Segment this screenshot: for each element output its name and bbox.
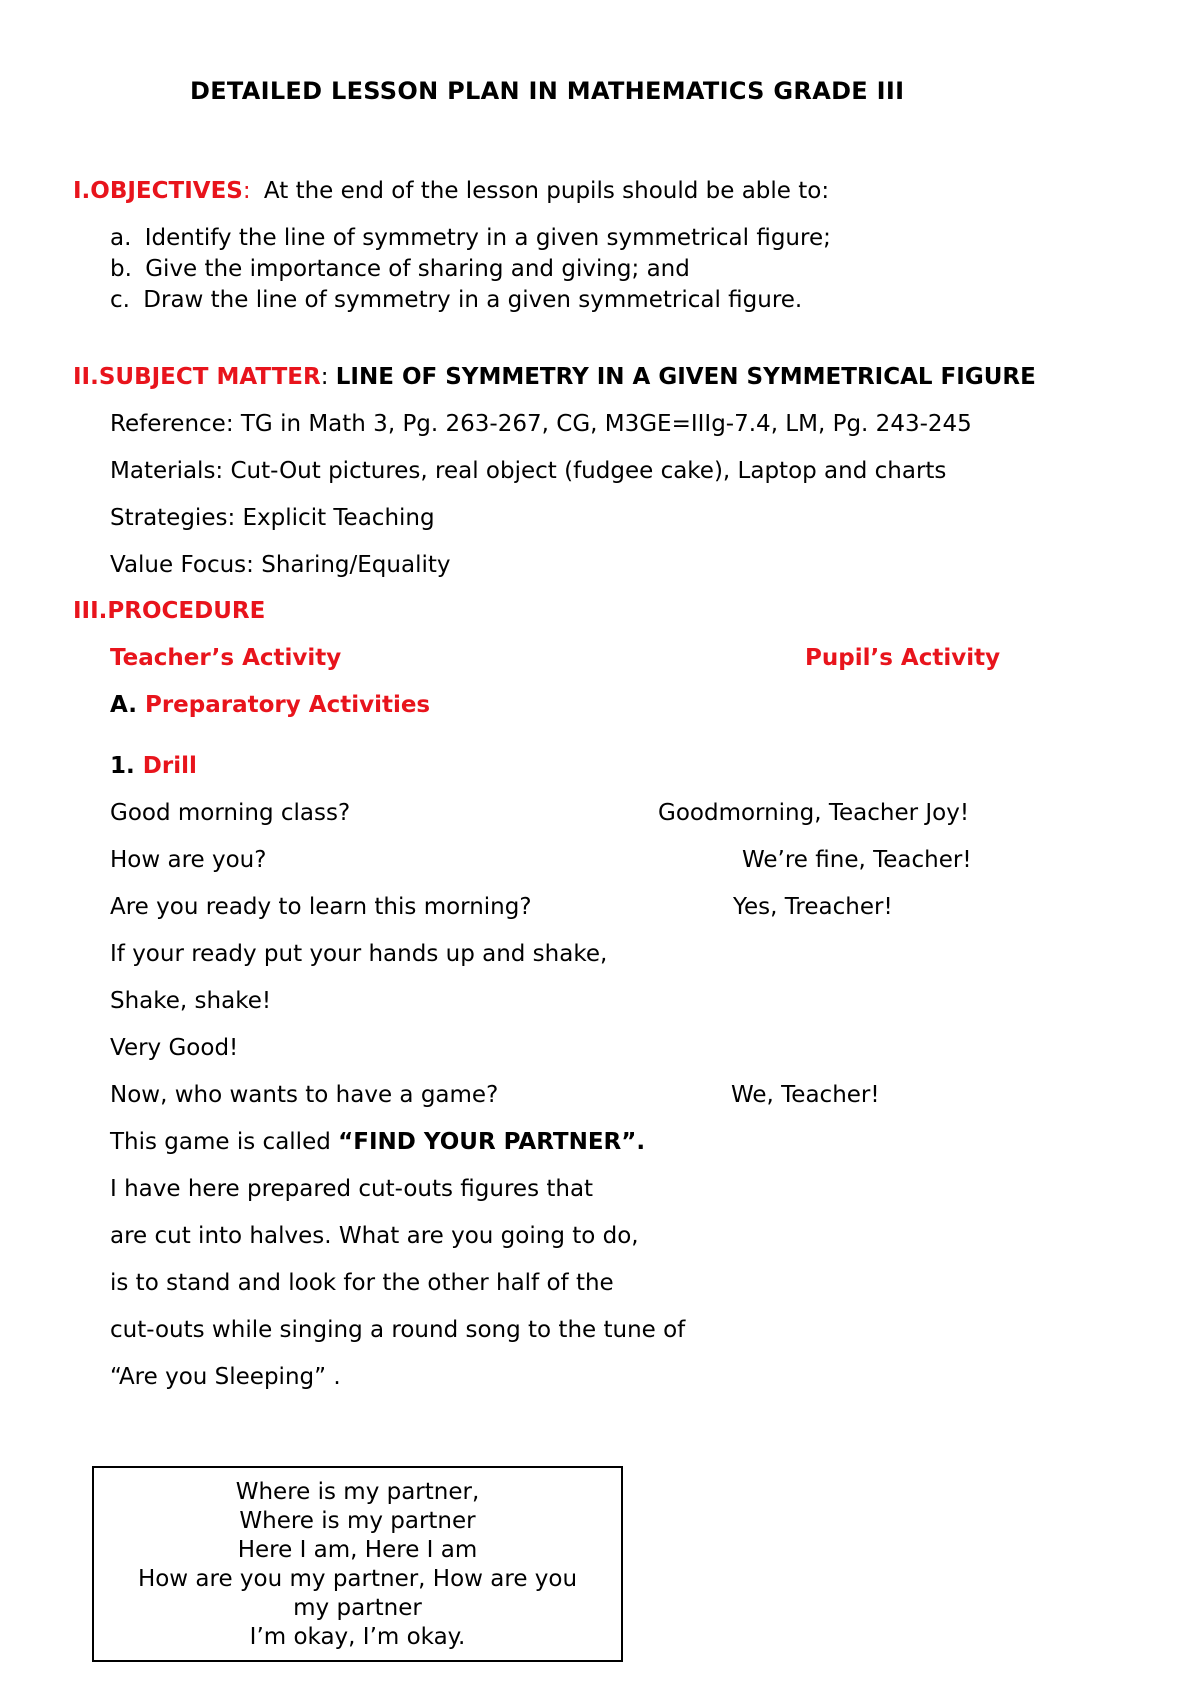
teacher-line: How are you? bbox=[110, 847, 267, 873]
procedure-heading: III.PROCEDURE bbox=[73, 598, 266, 624]
drill-label: Drill bbox=[142, 753, 197, 779]
strategies-line: Strategies: Explicit Teaching bbox=[110, 505, 435, 531]
objectives-heading bbox=[73, 180, 829, 203]
teacher-line: Good morning class? bbox=[110, 800, 351, 826]
objective-text: Identify the line of symmetry in a given symmetrical figure; bbox=[144, 225, 831, 251]
song-line: Where is my partner, bbox=[235, 1479, 480, 1505]
drill-marker: 1. bbox=[110, 753, 135, 779]
section-a-marker: A. bbox=[110, 692, 137, 718]
subject-matter-colon: : bbox=[320, 364, 329, 390]
instruction-line: are cut into halves. What are you going to do, bbox=[110, 1223, 639, 1249]
song-line: Where is my partner bbox=[239, 1508, 476, 1534]
pupil-response: Yes, Treacher! bbox=[733, 894, 893, 920]
teacher-line: If your ready put your hands up and shake, bbox=[110, 941, 608, 967]
pupil-response: Goodmorning, Teacher Joy! bbox=[658, 800, 970, 826]
teacher-activity-header: Teacher’s Activity bbox=[110, 645, 342, 671]
objective-text: Draw the line of symmetry in a given symmetrical figure. bbox=[143, 287, 803, 313]
instruction-line: is to stand and look for the other half of the bbox=[110, 1270, 614, 1296]
value-focus-line: Value Focus: Sharing/Equality bbox=[110, 552, 451, 578]
pupil-response: We, Teacher! bbox=[731, 1082, 880, 1108]
subject-matter-topic: LINE OF SYMMETRY IN A GIVEN SYMMETRICAL FIGURE bbox=[335, 364, 1036, 390]
subject-matter-label: II.SUBJECT MATTER bbox=[73, 364, 321, 390]
song-line: my partner bbox=[293, 1595, 422, 1621]
pupil-response: We’re fine, Teacher! bbox=[742, 847, 972, 873]
reference-line: Reference: TG in Math 3, Pg. 263-267, CG, M3GE=IIIg-7.4, LM, Pg. 243-245 bbox=[110, 411, 972, 437]
objectives-colon: : bbox=[242, 178, 251, 204]
section-a-heading bbox=[110, 694, 430, 717]
objective-marker: b. bbox=[110, 256, 132, 282]
objective-marker: c. bbox=[110, 287, 130, 313]
teacher-line: Are you ready to learn this morning? bbox=[110, 894, 532, 920]
game-name: “FIND YOUR PARTNER”. bbox=[338, 1129, 646, 1155]
document-title: DETAILED LESSON PLAN IN MATHEMATICS GRADE III bbox=[190, 77, 905, 105]
teacher-line: Very Good! bbox=[110, 1035, 239, 1061]
instruction-line: “Are you Sleeping” . bbox=[110, 1364, 341, 1390]
objective-marker: a. bbox=[110, 225, 132, 251]
song-line: Here I am, Here I am bbox=[237, 1537, 478, 1563]
objectives-intro: At the end of the lesson pupils should be able to: bbox=[263, 178, 830, 204]
materials-line: Materials: Cut-Out pictures, real object (fudgee cake), Laptop and charts bbox=[110, 458, 947, 484]
song-line: How are you my partner, How are you bbox=[137, 1566, 578, 1592]
objective-item-b bbox=[110, 258, 690, 281]
song-line: I’m okay, I’m okay. bbox=[249, 1624, 466, 1650]
drill-heading bbox=[110, 755, 197, 778]
objective-item-a bbox=[110, 227, 831, 250]
pupil-activity-header: Pupil’s Activity bbox=[805, 645, 1001, 671]
instruction-line: cut-outs while singing a round song to the tune of bbox=[110, 1317, 686, 1343]
subject-matter-heading bbox=[73, 366, 1036, 389]
section-a-label: Preparatory Activities bbox=[144, 692, 431, 718]
teacher-line: Shake, shake! bbox=[110, 988, 272, 1014]
objectives-label: I.OBJECTIVES bbox=[73, 178, 243, 204]
song-lyrics-box bbox=[92, 1466, 623, 1662]
game-line bbox=[110, 1131, 645, 1154]
instruction-line: I have here prepared cut-outs figures that bbox=[110, 1176, 594, 1202]
objective-text: Give the importance of sharing and giving; and bbox=[145, 256, 690, 282]
game-prefix: This game is called bbox=[110, 1129, 339, 1155]
objective-item-c bbox=[110, 289, 802, 312]
teacher-line: Now, who wants to have a game? bbox=[110, 1082, 499, 1108]
